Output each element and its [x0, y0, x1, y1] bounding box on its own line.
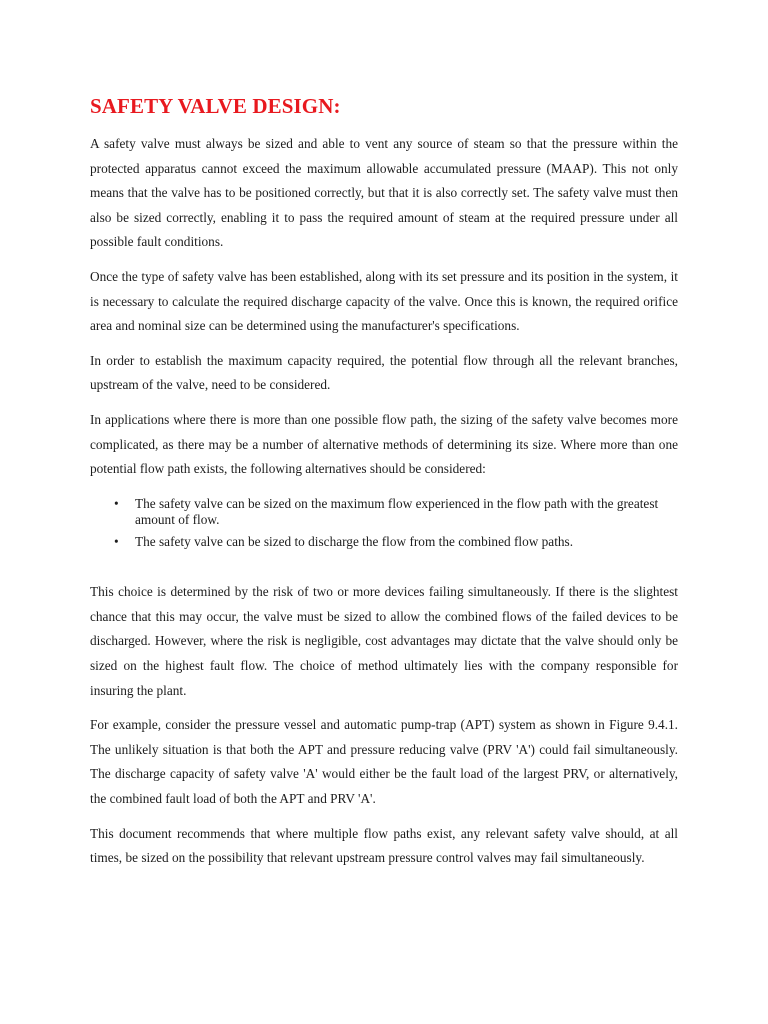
bullet-icon: • — [114, 495, 119, 511]
document-body — [90, 92, 678, 881]
paragraph-discharge-capacity: Once the type of safety valve has been established, along with its set pressure and its position in the system, it is necessary to calculate the required discharge capacity of the valve. Once this is known, the required orifice area and nominal size can be determined using the manufacturer's specifications. — [90, 268, 678, 334]
list-item — [90, 534, 678, 551]
paragraph-sizing-requirement: A safety valve must always be sized and able to vent any source of steam so that the pressure within the protected apparatus cannot exceed the maximum allowable accumulated pressure (MAAP). This not only means that the valve has to be positioned correctly, but that it is also correctly set. The safety valve must then also be sized correctly, enabling it to pass the required amount of steam at the required pressure under all possible fault conditions. — [90, 136, 678, 250]
list-item — [90, 496, 678, 529]
paragraph-recommendation: This document recommends that where multiple flow paths exist, any relevant safety valve should, at all times, be sized on the possibility that relevant upstream pressure control valves may fail simultaneously. — [90, 825, 678, 866]
bullet-icon: • — [114, 533, 119, 549]
paragraph-multiple-flow-paths: In applications where there is more than one possible flow path, the sizing of the safety valve becomes more complicated, as there may be a number of alternative methods of determining its size. Where more than one potential flow path exists, the following alternatives should be considered: — [90, 411, 678, 477]
alternatives-list — [90, 496, 678, 551]
list-item-text: The safety valve can be sized on the maximum flow experienced in the flow path with the greatest amount of flow. — [135, 495, 659, 528]
paragraph-maximum-capacity: In order to establish the maximum capacity required, the potential flow through all the relevant branches, upstream of the valve, need to be considered. — [90, 352, 678, 393]
list-item-text: The safety valve can be sized to discharge the flow from the combined flow paths. — [135, 533, 574, 549]
paragraph-failure-risk: This choice is determined by the risk of two or more devices failing simultaneously. If there is the slightest chance that this may occur, the valve must be sized to allow the combined flows of the failed devices to be discharged. However, where the risk is negligible, cost advantages may dictate that the valve should only be sized on the highest fault flow. The choice of method ultimately lies with the company responsible for insuring the plant. — [90, 584, 678, 698]
document-title: SAFETY VALVE DESIGN: — [90, 94, 341, 118]
paragraph-example: For example, consider the pressure vessel and automatic pump-trap (APT) system as shown in Figure 9.4.1. The unlikely situation is that both the APT and pressure reducing valve (PRV 'A') could fail simultaneously. The discharge capacity of safety valve 'A' would either be the fault load of the largest PRV, or alternatively, the combined fault load of both the APT and PRV 'A'. — [90, 717, 678, 806]
